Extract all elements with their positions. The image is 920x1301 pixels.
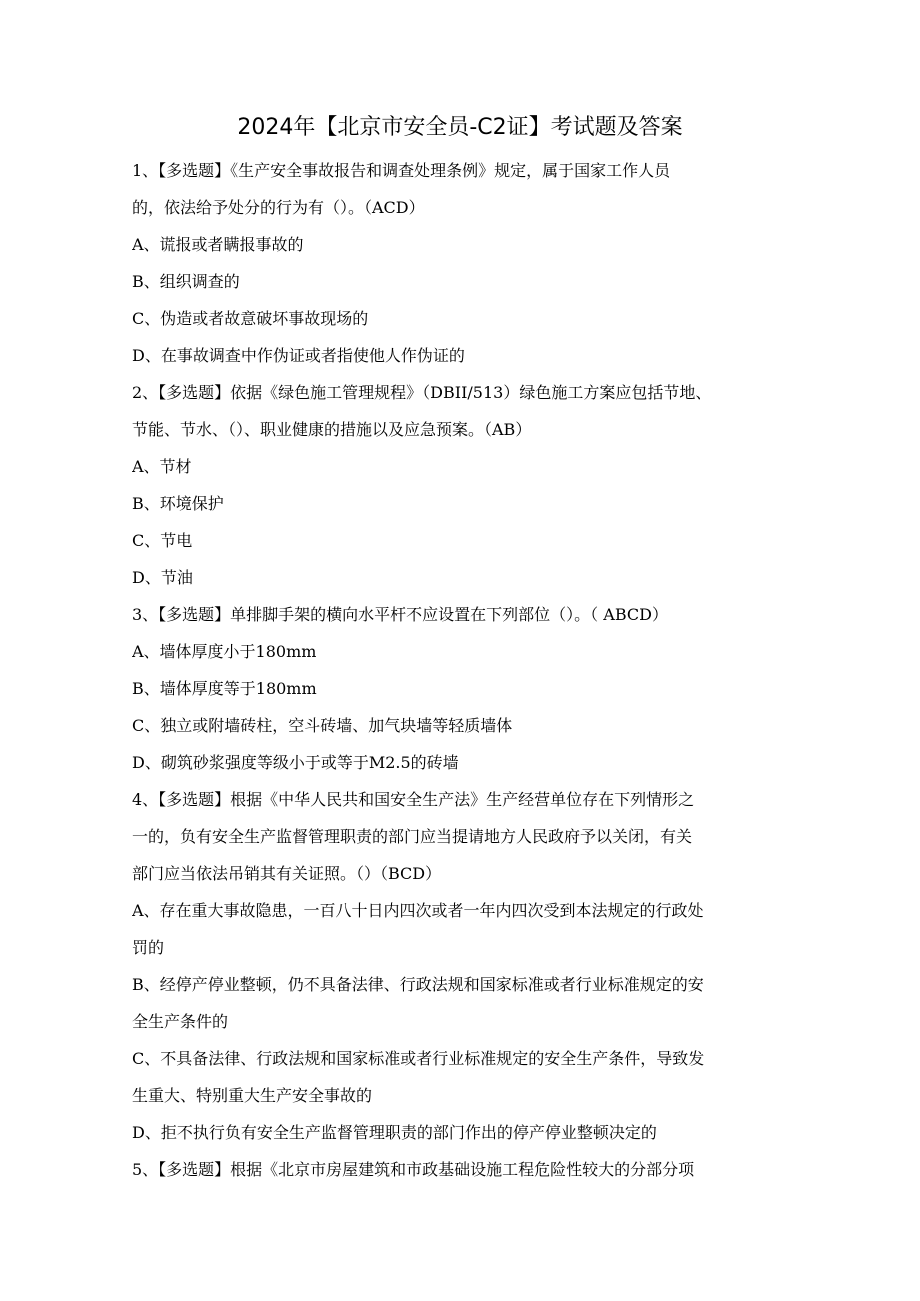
text-line: D、节油 <box>132 568 193 587</box>
document-title: 2024年【北京市安全员-C2证】考试题及答案 <box>237 115 683 140</box>
text-line: 3、【多选题】单排脚手架的横向水平杆不应设置在下列部位（）。（ ABCD） <box>132 605 668 624</box>
text-line: B、墙体厚度等于180mm <box>132 679 317 698</box>
text-line: 4、【多选题】根据《中华人民共和国安全生产法》生产经营单位存在下列情形之 <box>132 790 695 809</box>
text-line: B、组织调查的 <box>132 272 240 291</box>
text-line: 2、【多选题】依据《绿色施工管理规程》（DBII/513）绿色施工方案应包括节地、 <box>132 383 712 402</box>
text-line: A、存在重大事故隐患，一百八十日内四次或者一年内四次受到本法规定的行政处 <box>132 901 704 920</box>
text-line: 部门应当依法吊销其有关证照。（）（BCD） <box>132 864 442 883</box>
text-line: C、节电 <box>132 531 193 550</box>
text-line: 一的，负有安全生产监督管理职责的部门应当提请地方人民政府予以关闭，有关 <box>132 827 693 846</box>
document-body <box>132 152 797 1188</box>
text-line: A、节材 <box>132 457 192 476</box>
text-line: C、独立或附墙砖柱，空斗砖墙、加气块墙等轻质墙体 <box>132 716 513 735</box>
text-line: D、拒不执行负有安全生产监督管理职责的部门作出的停产停业整顿决定的 <box>132 1123 657 1142</box>
text-line: 1、【多选题】《生产安全事故报告和调查处理条例》规定，属于国家工作人员 <box>132 161 671 180</box>
text-line: 全生产条件的 <box>132 1012 229 1031</box>
text-line: D、砌筑砂浆强度等级小于或等于M2.5的砖墙 <box>132 753 459 772</box>
text-line: C、不具备法律、行政法规和国家标准或者行业标准规定的安全生产条件，导致发 <box>132 1049 705 1068</box>
text-line: 的，依法给予处分的行为有（）。（ACD） <box>132 198 425 217</box>
text-line: A、谎报或者瞒报事故的 <box>132 235 304 254</box>
text-line: 生重大、特别重大生产安全事故的 <box>132 1086 373 1105</box>
text-line: B、经停产停业整顿，仍不具备法律、行政法规和国家标准或者行业标准规定的安 <box>132 975 704 994</box>
text-line: B、环境保护 <box>132 494 224 513</box>
text-line: A、墙体厚度小于180mm <box>132 642 317 661</box>
text-line: 罚的 <box>132 938 165 957</box>
text-line: C、伪造或者故意破坏事故现场的 <box>132 309 369 328</box>
text-line: 节能、节水、（）、职业健康的措施以及应急预案。（AB） <box>132 420 532 439</box>
text-line: D、在事故调查中作伪证或者指使他人作伪证的 <box>132 346 465 365</box>
text-line: 5、【多选题】根据《北京市房屋建筑和市政基础设施工程危险性较大的分部分项 <box>132 1160 695 1179</box>
